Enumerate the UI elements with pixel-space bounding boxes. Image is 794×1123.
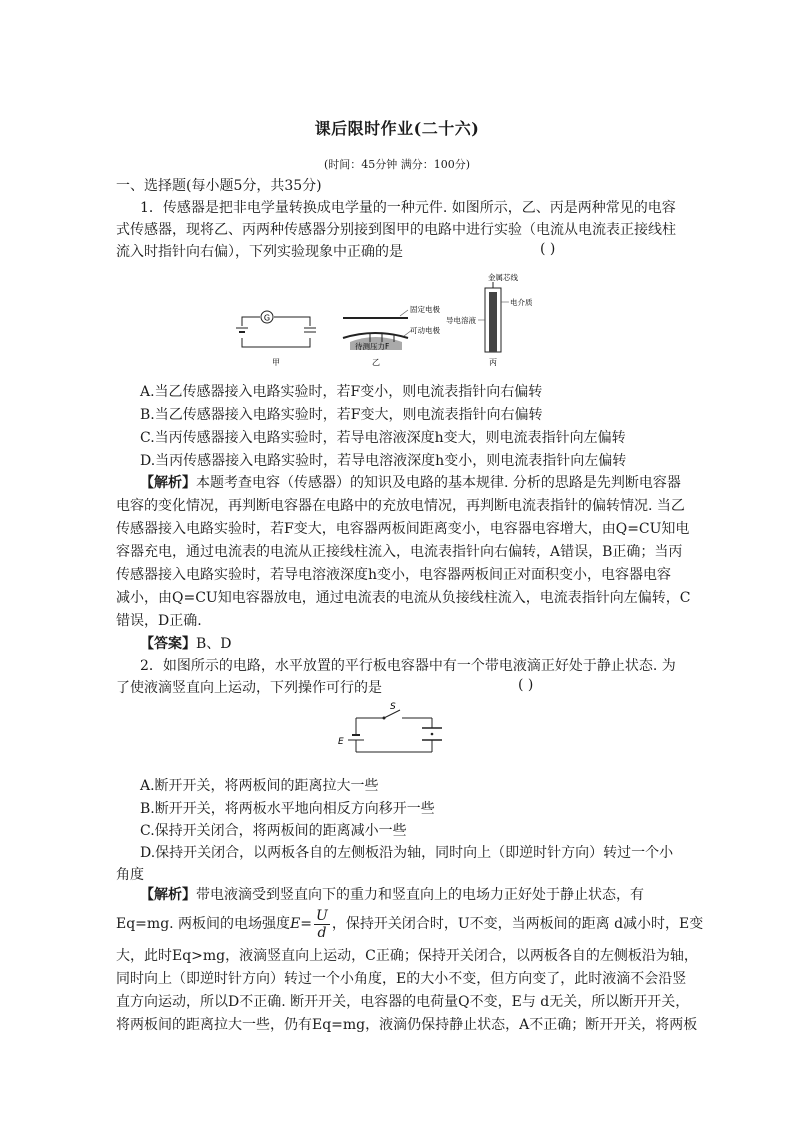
q1-analysis-line: 传感器接入电路实验时，若F变大，电容器两板间距离变小，电容器电容增大，由Q=CU知电 xyxy=(116,521,690,537)
section-heading: 一、选择题(每小题5分，共35分) xyxy=(116,178,322,194)
label-movable-plate: 可动电极 xyxy=(410,326,440,335)
q2-analysis-line xyxy=(140,884,710,906)
q1-stem-line: 式传感器，现将乙、丙两种传感器分别接到图甲的电路中进行实验（电流从电流表正接线柱 xyxy=(116,222,676,238)
q1-answer xyxy=(140,633,710,655)
label-jia: 甲 xyxy=(272,358,280,367)
analysis-text: 带电液滴受到竖直向下的重力和竖直向上的电场力正好处于静止状态，有 xyxy=(196,887,644,903)
meter-label: G xyxy=(263,313,271,323)
time-score-info: (时间：45分钟 满分：100分) xyxy=(323,158,471,171)
droplet-icon xyxy=(431,733,434,736)
analysis-text: ，保持开关闭合时，U不变，当两板间的距离 d减小时，E变 xyxy=(331,916,704,932)
q2-analysis-line: 将两板间的距离拉大一些，仍有Eq=mg，液滴仍保持静止状态，A不正确；断开开关，将两板 xyxy=(116,1017,698,1033)
switch-label: S xyxy=(390,702,396,712)
q2-option-b: B.断开开关，将两板水平地向相反方向移开一些 xyxy=(140,801,435,817)
q1-stem-line: 1．传感器是把非电学量转换成电学量的一种元件. 如图所示，乙、丙是两种常见的电容 xyxy=(140,200,676,216)
q1-option-d: D.当丙传感器接入电路实验时，若导电溶液深度h变小，则电流表指针向左偏转 xyxy=(140,453,627,469)
label-pressure: 待测压力F xyxy=(355,342,390,351)
q2-option-a: A.断开开关，将两板间的距离拉大一些 xyxy=(140,778,379,794)
sensor-yi xyxy=(343,304,440,367)
formula-numerator: U xyxy=(316,907,328,924)
answer-value: B、D xyxy=(196,636,232,652)
q1-analysis-line: 传感器接入电路实验时，若导电溶液深度h变小，电容器两板间正对面积变小，电容器电容 xyxy=(116,567,672,583)
q1-figure xyxy=(230,272,580,372)
q1-analysis-line: 容器充电，通过电流表的电流从正接线柱流入，电流表指针向右偏转，A错误，B正确；当丙 xyxy=(116,544,683,560)
q1-stem-line: 流入时指针向右偏），下列实验现象中正确的是 xyxy=(116,244,403,260)
formula-denominator: d xyxy=(317,924,327,941)
q1-option-b: B.当乙传感器接入电路实验时，若F变大，则电流表指针向右偏转 xyxy=(140,407,543,423)
formula-fraction xyxy=(314,908,330,941)
circuit-jia xyxy=(236,311,316,367)
q2-stem-line: 2．如图所示的电路，水平放置的平行板电容器中有一个带电液滴正好处于静止状态. 为 xyxy=(140,658,676,674)
q2-option-c: C.保持开关闭合，将两板间的距离减小一些 xyxy=(140,823,407,839)
q2-stem-line: 了使液滴竖直向上运动，下列操作可行的是 xyxy=(116,680,382,696)
source-label: E xyxy=(338,737,344,747)
q1-analysis-line: 减小，由Q=CU知电容器放电，通过电流表的电流从负接线柱流入，电流表指针向左偏转，C xyxy=(116,590,691,606)
field-formula xyxy=(290,906,332,942)
q2-figure xyxy=(336,700,456,770)
q2-analysis-line: 同时向上（即逆时针方向）转过一个小角度，E的大小不变，但方向变了，此时液滴不会沿竖 xyxy=(116,971,687,987)
q2-analysis-line: 大，此时Eq>mg，液滴竖直向上运动，C正确；保持开关闭合，以两板各自的左侧板沿为轴， xyxy=(116,948,698,964)
formula-lhs: E xyxy=(290,916,301,932)
label-dielectric: 电介质 xyxy=(510,298,533,307)
q2-option-d: D.保持开关闭合，以两板各自的左侧板沿为轴，同时向上（即逆时针方向）转过一个小 xyxy=(140,845,674,861)
sensor-bing xyxy=(446,272,533,367)
q2-analysis-formula-line xyxy=(116,906,704,942)
q2-analysis-line: 直方向运动，所以D不正确. 断开开关，电容器的电荷量Q不变，E与 d无关，所以断开开关， xyxy=(116,994,690,1010)
label-metal-core: 金属芯线 xyxy=(488,273,518,282)
q1-answer-paren: ( ) xyxy=(540,241,556,257)
label-yi: 乙 xyxy=(372,358,380,367)
q1-option-a: A.当乙传感器接入电路实验时，若F变小，则电流表指针向右偏转 xyxy=(140,384,543,400)
page-title: 课后限时作业(二十六) xyxy=(314,119,480,138)
q1-option-c: C.当丙传感器接入电路实验时，若导电溶液深度h变大，则电流表指针向左偏转 xyxy=(140,430,626,446)
answer-label: 【答案】 xyxy=(140,636,196,652)
label-bing: 丙 xyxy=(489,358,497,367)
q2-answer-paren: ( ) xyxy=(518,677,534,693)
analysis-text: 本题考查电容（传感器）的知识及电路的基本规律. 分析的思路是先判断电容器 xyxy=(196,475,681,491)
analysis-label: 【解析】 xyxy=(140,887,196,903)
q1-analysis-line: 错误，D正确. xyxy=(116,613,202,629)
formula-eq: = xyxy=(300,916,313,932)
analysis-text: Eq=mg. 两板间的电场强度 xyxy=(116,916,291,932)
q2-option-d-continued: 角度 xyxy=(116,867,144,883)
q1-analysis-line: 电容的变化情况，再判断电容器在电路中的充放电情况，再判断电流表指针的偏转情况. 当乙 xyxy=(116,498,685,514)
label-fixed-plate: 固定电极 xyxy=(410,305,440,314)
q1-analysis-line xyxy=(140,472,710,494)
analysis-label: 【解析】 xyxy=(140,475,196,491)
label-solution: 导电溶液 xyxy=(446,316,476,325)
